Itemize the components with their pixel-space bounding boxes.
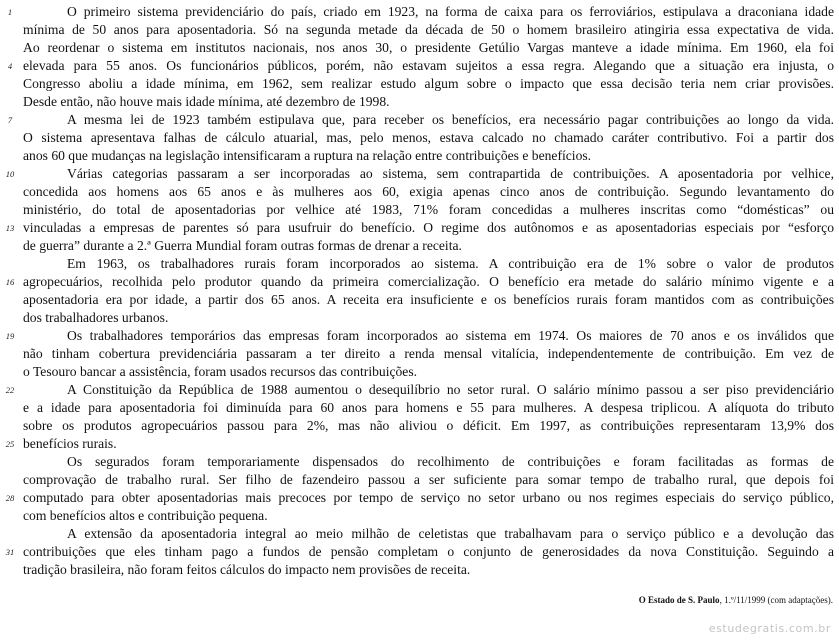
text-line: A Constituição da República de 1988 aumentou o desequilíbrio no setor rural. O salário mínimo passou a ser piso previdenciário bbox=[67, 382, 834, 397]
text-line: de guerra” durante a 2.ª Guerra Mundial foram outras formas de drenar a receita. bbox=[23, 238, 462, 253]
text-line: benefícios rurais. bbox=[23, 436, 117, 451]
source-citation bbox=[639, 595, 833, 605]
text-line: tradição brasileira, não foram feitos cálculos do impacto nem provisões de receita. bbox=[23, 562, 471, 577]
text-line: computado para obter aposentadorias mais precoces por tempo de serviço no setor urbano ou nos regimes especiais do serviço público, bbox=[23, 490, 834, 505]
text-line: ministério, do total de aposentadorias por velhice até 1983, 71% foram concedidas a mulheres inscritas como “domésticas” ou bbox=[23, 202, 834, 217]
source-name: O Estado de S. Paulo bbox=[638, 595, 720, 605]
text-line: Desde então, não houve mais idade mínima, até dezembro de 1998. bbox=[23, 94, 390, 109]
text-line: vinculadas a empresas de parentes só para usufruir do benefício. O regime dos autônomos e as aposentadorias especiais por “esforço bbox=[23, 220, 834, 235]
text-line: agropecuários, recolhida pelo produtor quando da primeira comercialização. O benefício era metade do salário mínimo vigente e a bbox=[23, 274, 834, 289]
line-number: 25 bbox=[5, 439, 15, 449]
line-number: 31 bbox=[5, 547, 15, 557]
text-line: o Tesouro bancar a assistência, foram usados recursos das contribuições. bbox=[23, 364, 418, 379]
text-line: com benefícios altos e contribuição pequena. bbox=[23, 508, 268, 523]
text-line: concedida aos homens aos 65 anos e às mulheres aos 60, exigia apenas cinco anos de contribuição. Segundo levantamento do bbox=[23, 184, 834, 199]
text-line: Várias categorias passaram a ser incorporadas ao sistema, sem contrapartida de contribuições. A aposentadoria por velhice, bbox=[67, 166, 834, 181]
text-line: O primeiro sistema previdenciário do país, criado em 1923, na forma de caixa para os ferroviários, estipulava a draconiana idade bbox=[67, 4, 834, 19]
text-line: sobre os produtos agropecuários passou para 2%, mas não aliviou o déficit. Em 1997, as contribuições representaram 13,9% dos bbox=[23, 418, 834, 433]
line-number: 13 bbox=[5, 223, 15, 233]
text-line: O sistema apresentava falhas de cálculo atuarial, mas, pelo menos, estava calcado no chamado caráter contributivo. Foi a partir dos bbox=[23, 130, 834, 145]
text-line: não tinham cobertura previdenciária passaram a ter direito a renda mensal vitalícia, independentemente de contribuição. Em vez de bbox=[23, 346, 834, 361]
line-number: 7 bbox=[7, 115, 13, 125]
line-number: 16 bbox=[5, 277, 15, 287]
text-line: A mesma lei de 1923 também estipulava que, para receber os benefícios, era necessário pagar contribuições ao longo da vida. bbox=[67, 112, 834, 127]
text-line: mínima de 50 anos para aposentadoria. Só na segunda metade da década de 50 o homem brasileiro atingiria essa expectativa de vida. bbox=[23, 22, 834, 37]
line-number: 1 bbox=[7, 7, 13, 17]
text-line: A extensão da aposentadoria integral ao meio milhão de celetistas que trabalhavam para o serviço público e a devolução das bbox=[67, 526, 834, 541]
text-line: e a idade para aposentadoria foi diminuída para 60 anos para homens e 55 para mulheres. A despesa triplicou. A alíquota do tributo bbox=[23, 400, 834, 415]
source-details: , 1.º/11/1999 (com adaptações). bbox=[719, 595, 833, 605]
text-line: dos trabalhadores urbanos. bbox=[23, 310, 169, 325]
line-number: 4 bbox=[7, 61, 13, 71]
line-number: 22 bbox=[5, 385, 15, 395]
watermark: estudegratis.com.br bbox=[708, 622, 831, 635]
text-line: contribuições que eles tinham pago a fundos de pensão completam o conjunto de generosidades da nova Constituição. Seguindo a bbox=[23, 544, 834, 559]
text-line: anos 60 que mudanças na legislação intensificaram a ruptura na relação entre contribuições e benefícios. bbox=[23, 148, 592, 163]
text-line: Os trabalhadores temporários das empresas foram incorporados ao sistema em 1974. Os maiores de 70 anos e os inválidos que bbox=[67, 328, 834, 343]
line-number: 10 bbox=[5, 169, 15, 179]
text-line: Os segurados foram temporariamente dispensados do recolhimento de contribuições e foram facilitadas as formas de bbox=[67, 454, 834, 469]
line-number: 28 bbox=[5, 493, 15, 503]
line-number: 19 bbox=[5, 331, 15, 341]
text-line: Congresso aboliu a idade mínima, em 1962, sem realizar estudo algum sobre o impacto que essa decisão teria nem criar provisões. bbox=[23, 76, 834, 91]
text-line: comprovação de trabalho rural. Ser filho de fazendeiro passou a ser suficiente para somar tempo de trabalho rural, que depois foi bbox=[23, 472, 834, 487]
text-line: Ao reordenar o sistema em institutos nacionais, nos anos 30, o presidente Getúlio Vargas manteve a idade mínima. Em 1960, ela foi bbox=[23, 40, 834, 55]
text-line: aposentadoria era por idade, a partir dos 65 anos. A receita era insuficiente e os benefícios rurais foram mantidos com as contribuições bbox=[23, 292, 834, 307]
text-line: Em 1963, os trabalhadores rurais foram incorporados ao sistema. A contribuição era de 1% sobre o valor de produtos bbox=[67, 256, 834, 271]
text-line: elevada para 55 anos. Os funcionários públicos, porém, não estavam sujeitos a essa regra. Alegando que a situação era injusta, o bbox=[23, 58, 834, 73]
